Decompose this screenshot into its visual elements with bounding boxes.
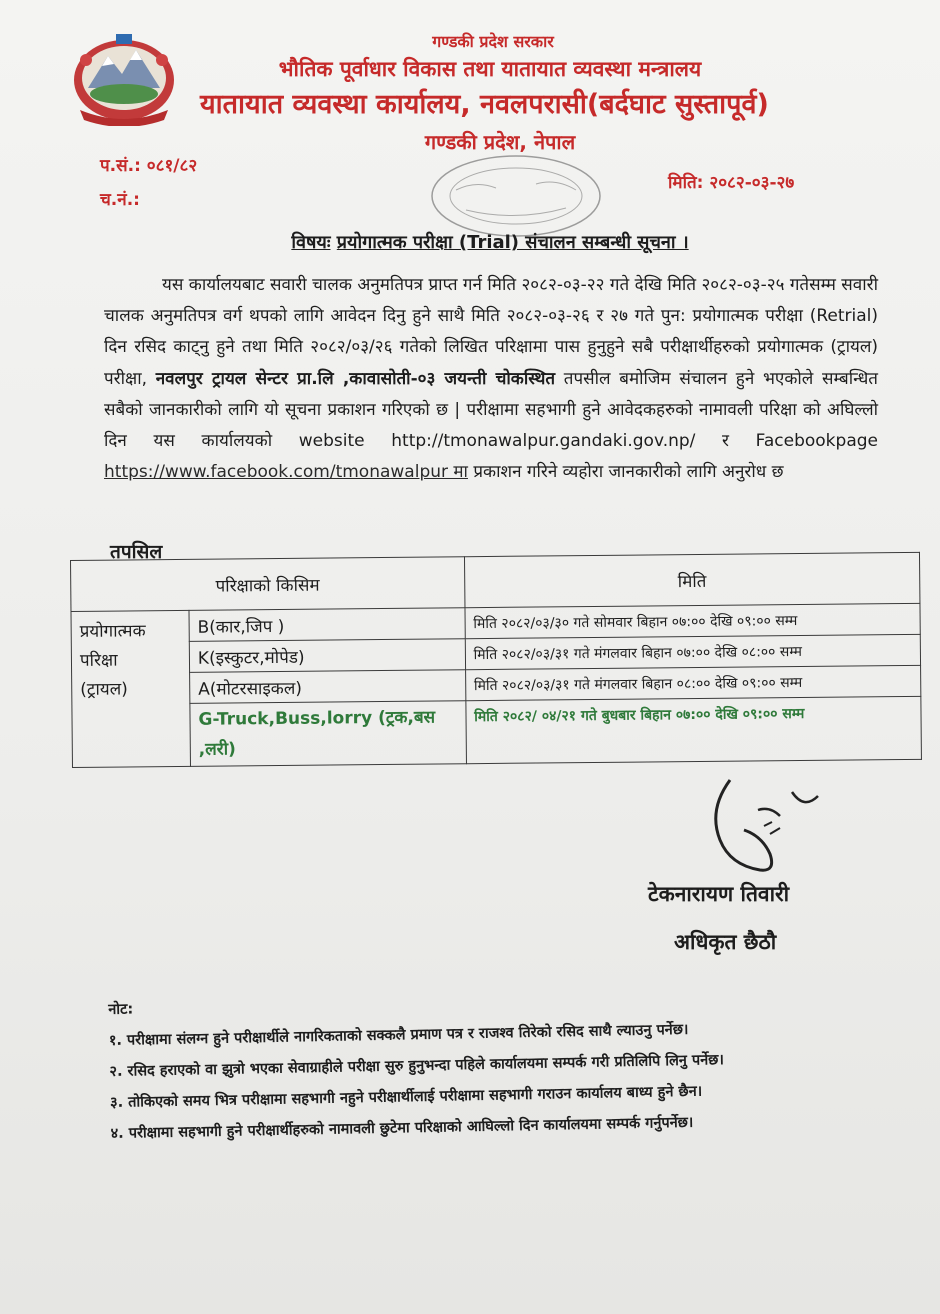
table-row: [72, 696, 922, 767]
notice-paragraph: [104, 270, 878, 488]
facebook-link[interactable]: https://www.facebook.com/tmonawalpur मा: [104, 462, 468, 483]
exam-type-line: प्रयोगात्मक: [79, 621, 146, 642]
notes-section: [108, 980, 891, 1150]
province-name: गण्डकी प्रदेश, नेपाल: [424, 130, 576, 154]
signatory-name: टेकनारायण तिवारी: [648, 882, 790, 906]
exam-type-line: (ट्रायल): [80, 679, 128, 700]
note-item: १. परीक्षामा संलग्न हुने परीक्षार्थीले नागरिकताको सक्कलै प्रमाण पत्र र राजश्व तिरेको रसिद साथै ल्याउनु पर्नेछ।: [108, 1021, 689, 1049]
col-header-exam-type: परिक्षाको किसिम: [71, 557, 465, 612]
body-intro: यस कार्यालयबाट सवारी चालक अनुमतिपत्र प्राप्त गर्न मिति २०८२-०३-२२ गते देखि मिति २०८२-०३-२५ गतेसम्म सवारी चालक अनुमतिपत्र वर्ग थपको लागि आवेदन दिनु हुने साथै मिति २०८२-०३-२६ र २७ गते पुन: प्रयोगात्मक परीक्षा (Retrial) दिन रसिद काट्नु हुने तथा मिति २०८२/०३/२६ गतेको लिखित परिक्षामा पास हुनुहुने सबै परीक्षार्थीहरुको प्रयोगात्मक (ट्रायल) परीक्षा,: [104, 275, 878, 389]
subject-prefix: विषयः: [291, 232, 331, 253]
notice-body: [104, 270, 878, 488]
government-name: गण्डकी प्रदेश सरकार: [432, 32, 554, 51]
subject-text: प्रयोगात्मक परीक्षा (Trial) संचालन सम्बन्धी सूचना ।: [336, 232, 689, 253]
notice-subject: [0, 230, 940, 254]
note-item: २. रसिद हराएको वा झुत्रो भएका सेवाग्राहीले परीक्षा सुरु हुनुभन्दा पहिले कार्यालयमा सम्पर्क गरी प्रतिलिपि लिनु पर्नेछ।: [109, 1052, 725, 1080]
exam-type-cell: [71, 610, 190, 767]
date-cell: मिति २०८२/०३/३१ गते मंगलवार बिहान ०८:०० देखि ०९:०० सम्म: [465, 665, 921, 700]
ministry-name: भौतिक पूर्वाधार विकास तथा यातायात व्यवस्था मन्त्रालय: [278, 57, 702, 81]
category-cell: A(मोटरसाइकल): [190, 670, 466, 704]
signature-mark-icon: [700, 770, 830, 880]
body-middle: तपसील बमोजिम संचालन हुने भएकोले सम्बन्धित सबैको जानकारीको लागि यो सूचना प्रकाशन गरिएको छ | परीक्षामा सहभागी हुने आवेदकहरुको नामावली परिक्षा को अघिल्लो दिन यस कार्यालयको website http://tmonawalpur.gandaki.gov.np/ र Facebookpage: [104, 368, 878, 452]
exam-type-line: परिक्षा: [79, 650, 118, 671]
schedule-heading: तपसिल: [110, 541, 163, 563]
note-item: ४. परीक्षामा सहभागी हुने परीक्षार्थीहरुको नामावली छुटेमा परिक्षाको आघिल्लो दिन कार्यालयमा सम्पर्क गर्नुपर्नेछ।: [110, 1114, 694, 1142]
dispatch-number: च.नं.:: [100, 190, 140, 210]
date-cell: मिति २०८२/०३/३० गते सोमवार बिहान ०७:०० देखि ०९:०० सम्म: [465, 603, 921, 638]
issue-date: मिति: २०८२-०३-२७: [668, 173, 795, 193]
date-cell: मिति २०८२/०३/३१ गते मंगलवार बिहान ०७:०० देखि ०८:०० सम्म: [465, 634, 921, 669]
signatory-title: अधिकृत छैठौ: [674, 930, 777, 954]
notes-heading: नोट:: [108, 1001, 134, 1018]
trial-schedule-table: [70, 552, 922, 768]
category-cell: K(इस्कुटर,मोपेड): [189, 639, 465, 673]
note-item: ३. तोकिएको समय भित्र परीक्षामा सहभागी नहुने परीक्षार्थीलाई परीक्षामा सहभागी गराउन कार्यालय बाध्य हुने छैन।: [109, 1083, 703, 1111]
col-header-date: मिति: [464, 552, 920, 607]
office-name: यातायात व्यवस्था कार्यालय, नवलपरासी(बर्दघाट सुस्तापूर्व): [200, 89, 769, 120]
category-cell: B(कार,जिप ): [189, 608, 465, 642]
date-cell: मिति २०८२/ ०४/२१ गते बुधबार बिहान ०७:०० देखि ०९:०० सम्म: [466, 696, 922, 763]
body-closing: प्रकाशन गरिने व्यहोरा जानकारीको लागि अनुरोध छ: [473, 462, 784, 483]
trial-center-location: नवलपुर ट्रायल सेन्टर प्रा.लि ,कावासोती-०३ जयन्ती चोकस्थित: [155, 368, 556, 389]
reference-number: प.सं.: ०८१/८२: [100, 156, 198, 176]
office-stamp-icon: [426, 150, 606, 242]
category-cell: G-Truck,Buss,lorry (ट्रक,बस ,लरी): [190, 701, 466, 767]
table-header-row: [71, 552, 920, 611]
